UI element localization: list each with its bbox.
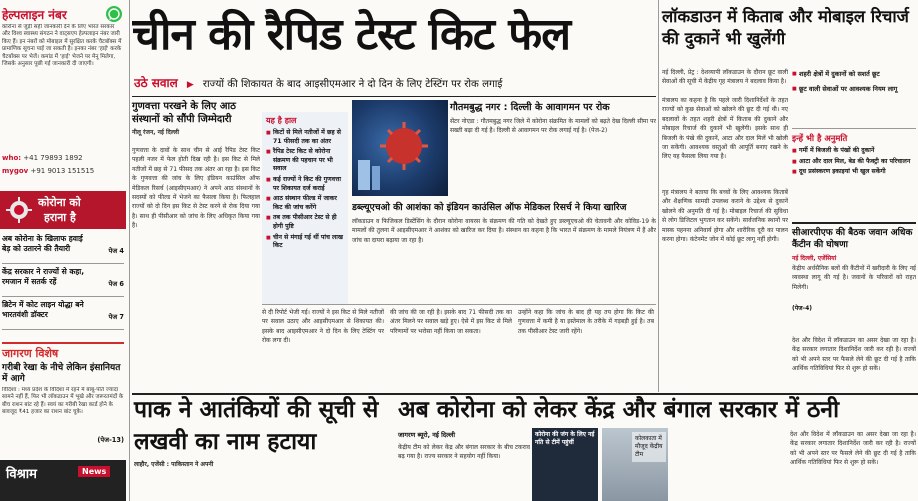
bottom-photo-box (532, 428, 598, 501)
list-item: ■ कई राज्यों ने किट की गुणवत्ता पर शिकायत दर्ज कराई (266, 176, 344, 193)
bottom-mid-text: केंद्रीय टीम को लेकर केंद्र और बंगाल सरकार के बीच टकराव बढ़ गया है। राज्य सरकार ने सहयोग नहीं किया। (398, 444, 530, 461)
mygov-label: mygov (2, 167, 29, 175)
jagran-vishesh-headline: गरीबी रेखा के नीचे लेकिन इंसानियत में आगे (2, 363, 121, 384)
right-headline: लॉकडाउन में किताब और मोबाइल रिचार्ज की दुकानें भी खुलेंगी (662, 7, 909, 48)
jagran-vishesh-page: (पेज-13) (97, 436, 124, 444)
right-dateline: नई दिल्ली, प्रेट्र : देशव्यापी लॉकडाउन के दौरान छूट वाली सेवाओं की सूची में केंद्रीय गृह मंत्रालय ने बदलाव किया है। (662, 69, 788, 86)
vishram-label: विश्राम (6, 467, 37, 482)
arrow-right-icon: ▶ (186, 80, 194, 90)
story1-headline: गुणवत्ता परखने के लिए आठ संस्थानों को सौंपी जिम्मेदारी (132, 101, 236, 125)
story1-text: गुणवत्ता के दावों के साथ चीन से आई रैपिड टेस्ट किट पहली नजर में फेल होती दिख रही है। इस किट से मिले नतीजों में छह से 71 फीसद तक अंतर आ रहा है। इस किट के गुणवत्ता की जांच के लिए इंडियन काउंसिल ऑफ मेडिकल रिसर्च (आइसीएमआर) ने अपने आठ संस्थानों के सदस्यों को फील्ड में भेजने का फैसला किया है। फिलहाल राज्यों को दो दिन इस किट से टेस्ट करने से रोक दिया गया है। साथ ही पीसीआर को जांच के लिए अधिकृत किया गया है। (132, 147, 260, 230)
bottom-right-text: देश और विदेश में लॉकडाउन का असर देखा जा रहा है। केंद्र सरकार लगातार दिशानिर्देश जारी कर रही है। राज्यों को भी अपने स्तर पर फैसले लेने की छूट दी गई है ताकि आर्थिक गतिविधियां फिर से शुरू हो सकें। (790, 431, 916, 467)
sub-label: उठे सवाल (134, 76, 178, 90)
story2 (352, 200, 656, 300)
whatsapp-icon (106, 6, 122, 22)
list-item: ■ तब तक पीसीआर टेस्ट से ही होगी पुष्टि (266, 214, 344, 231)
yah-hai-haal-title: यह है हाल (266, 116, 297, 125)
list-item: ■ रैपिड टेस्ट किट से कोरोना संक्रमण की पहचान पर भी सवाल (266, 148, 344, 174)
right-bottom-text: देश और विदेश में लॉकडाउन का असर देखा जा रहा है। केंद्र सरकार लगातार दिशानिर्देश जारी कर रही है। राज्यों को भी अपने स्तर पर फैसले लेने की छूट दी गई है ताकि आर्थिक गतिविधियां फिर से शुरू हो सकें। (792, 337, 916, 373)
virus-icon (4, 195, 34, 229)
list-item: ■ गर्मी में बिजली के पंखों की दुकानें (792, 147, 916, 156)
right-bullets (792, 70, 916, 96)
list-item: ■ शहरी क्षेत्रों में दुकानों को सशर्त छूट (792, 70, 916, 79)
also-allowed-box (792, 128, 916, 218)
list-item: ■ आठ संस्थान फील्ड में जाकर किट की जांच करेंगे (266, 195, 344, 212)
left-news-list (2, 234, 124, 330)
list-item[interactable] (2, 300, 124, 330)
corona-banner-line1: कोरोना को (38, 196, 81, 209)
divider (262, 304, 656, 305)
side-story-text: केंद्रीय अर्धसैनिक बलों की कैंटीनों में खरीदारी के लिए नई व्यवस्था लागू की गई है। जवानों के परिवारों को राहत मिलेगी। (792, 265, 916, 291)
photo-caption-text: सेंटर नोएडा : गौतमबुद्ध नगर जिले में कोरोना संक्रमित के मामलों को बढ़ते देख दिल्ली सीमा पर सख्ती बढ़ा दी गई है। दिल्ली से आवागमन पर रोक लगाई गई है। (पेज-2) (450, 118, 656, 135)
right-col1-text-cont: गृह मंत्रालय ने बताया कि बच्चों के लिए आवश्यक किताबें और शैक्षणिक सामग्री उपलब्ध कराने के उद्देश्य से दुकानें खोलने की अनुमति दी गई है। मोबाइल रिचार्ज की सुविधा से लोग डिजिटल भुगतान कर सकेंगे। सार्वजनिक स्थानों पर मास्क पहनना अनिवार्य होगा और शारीरिक दूरी का पालन करना होगा। कंटेनमेंट जोन में कोई छूट लागू नहीं होगी। (662, 189, 788, 244)
vishram-news-badge: News (78, 466, 110, 477)
mygov-number-row (2, 167, 94, 175)
sub-text: राज्यों की शिकायत के बाद आइसीएमआर ने दो दिन के लिए टेस्टिंग पर रोक लगाई (202, 79, 503, 90)
list-item-text: केंद्र सरकार ने राज्यों से कहा, रमजान में सतर्क रहें (2, 267, 85, 286)
vishram-box (0, 460, 126, 501)
also-allowed-title: इन्हें भी है अनुमति (792, 133, 848, 143)
list-item: ■ किटों से मिले नतीजों में छह से 71 फीसदी तक का अंतर (266, 129, 344, 146)
side-story-byline: नई दिल्ली, एजेंसियां (792, 255, 837, 262)
story1 (132, 100, 260, 392)
jagran-vishesh-body: विदिशा : मध्य प्रदेश के विदिशा में रहने में बाबू-पति ज्यादा सामने नहीं हैं, फिर भी लॉकडाउन में भूखे और जरूरतमंदों के बीच राशन बांट रहे हैं। स्वयं का गरीबी रेखा कार्ड होने के बावजूद ₹41 हजार का राशन बांट चुके। (2, 387, 124, 416)
list-item-page: पेज 7 (108, 313, 124, 321)
corona-banner-line2: हराना है (44, 211, 76, 224)
body-column: की जांच की जा रही है। इसके बाद 71 फीसदी तक का अंतर मिलने पर सवाल खड़े हुए। ऐसे में इस किट से मिले परिणामों पर भरोसा नहीं किया जा सकता। (390, 309, 512, 335)
list-item-page: पेज 6 (108, 280, 124, 288)
divider (132, 96, 656, 97)
lead-headline: चीन की रैपिड टेस्ट किट फेल (132, 9, 571, 60)
corona-banner (0, 191, 126, 229)
side-story-page: (पेज-4) (792, 305, 813, 312)
bottom-left-dateline: लाहौर, एजेंसी : पाकिस्तान ने अपनी (134, 461, 214, 468)
story2-headline: डब्ल्यूएचओ की आशंका को इंडियन काउंसिल ऑफ मेडिकल रिसर्च ने किया खारिज (352, 202, 627, 213)
bottom-mid-story (398, 430, 530, 500)
who-number-row (2, 154, 83, 162)
helpline-title: हेल्पलाइन नंबर (2, 8, 67, 22)
side-story-box (792, 222, 916, 332)
yah-hai-haal-box (262, 112, 348, 304)
list-item: ■ आटा और दाल मिल, बेड की फैक्ट्री का परिचालन (792, 158, 916, 167)
who-number: +41 79893 1892 (23, 154, 83, 162)
bottom-photo-2 (602, 428, 668, 501)
yah-hai-haal-list (262, 129, 348, 251)
virus-icon (352, 100, 448, 196)
jagran-vishesh-label: जागरण विशेष (2, 347, 59, 360)
body-column: से दी रिपोर्ट भेजी गई। राज्यों ने इस किट से मिले नतीजों पर सवाल उठाए और आइसीएमआर से शिकायत की। इसके बाद आइसीएमआर ने दो दिन के लिए टेस्टिंग पर रोक लगा दी। (262, 309, 384, 345)
lead-subheadline (134, 72, 652, 90)
list-item[interactable] (2, 234, 124, 264)
lab-photo (352, 100, 448, 196)
divider (658, 0, 659, 392)
bottom-right-headline: अब कोरोना को लेकर केंद्र और बंगाल सरकार में ठनी (398, 397, 840, 423)
list-item: ■ दूध प्रसंस्करण इकाइयां भी खुल सकेंगी (792, 168, 916, 177)
helpline-body: कोरोना से जुड़ी सही जानकारी देने के लिए भारत सरकार और विश्व स्वास्थ्य संगठन ने वाट्सएप हेल्पलाइन नंबर जारी किए हैं। इन नंबरों को मोबाइल में सुरक्षित करके चैटबॉक्स में प्रामाणिक सूचना पाई जा सकती है। इनका नंबर 'हाई' करके चैटबॉक्स पर भेजें। कमांड में 'हाई' भेजने पर मेनू मिलेगा, जिसके अनुसार पूछी गई जानकारी दी जाएगी। (2, 24, 122, 68)
list-item-text: अब कोरोना के खिलाफ हवाई बेड़ को उतारने की तैयारी (2, 234, 83, 253)
bottom-photo-2-caption: कोलकाता में मौजूद केंद्रीय टीम (632, 432, 666, 462)
bottom-photo-caption: कोरोना की जंग के लिए नई गति से टीमें पहुंचीं (535, 431, 595, 446)
list-item: ■ छूट वाली सेवाओं पर आवश्यक नियम लागू (792, 85, 916, 94)
photo-caption-headline: गौतमबुद्ध नगर : दिल्ली के आवागमन पर रोक (450, 102, 610, 113)
list-item-page: पेज 4 (108, 247, 124, 255)
list-item[interactable] (2, 267, 124, 297)
helpline-box (2, 4, 124, 190)
bottom-left-headline: पाक ने आतंकियों की सूची से लखवी का नाम हटाया (134, 397, 379, 455)
side-story-headline: सीआरपीएफ की बैठक जवान अधिक कैंटीन की घोषणा (792, 228, 913, 250)
divider (129, 0, 130, 501)
left-column (0, 0, 128, 501)
also-allowed-list (792, 147, 916, 177)
list-item: ■ चीन से मंगाई गई थीं पांच लाख किट (266, 234, 344, 251)
bottom-mid-byline: जागरण ब्यूरो, नई दिल्ली (398, 431, 456, 439)
who-label: who: (2, 154, 22, 162)
right-col1-text: मंत्रालय का कहना है कि पहले जारी दिशानिर्देशों के तहत राज्यों को कुछ सेवाओं को खोलने की छूट दी गई थी। नए बदलावों के तहत शहरी क्षेत्रों में किताब की दुकानें और मोबाइल रिचार्ज की दुकानें भी खुलेंगी। इसके साथ ही बिजली के पंखे की दुकानें, आटा और दाल मिलें भी खोली जा सकेंगी। आवश्यक वस्तुओं की आपूर्ति बनाए रखने के लिए यह फैसला लिया गया है। (662, 97, 788, 161)
body-column: उन्होंने कहा कि जांच के बाद ही यह तय होगा कि किट की गुणवत्ता में कमी है या इस्तेमाल के तरीके में गड़बड़ी हुई है। तब तक पीसीआर टेस्ट जारी रहेंगे। (518, 309, 654, 335)
list-item-text: ब्रिटेन में कोट लाइन योद्धा बने भारतवंशी डॉक्टर (2, 300, 84, 319)
jagran-vishesh-box (2, 342, 124, 454)
photo-caption (450, 100, 656, 192)
story1-byline: नीलू रंजन, नई दिल्ली (132, 129, 180, 136)
story2-text: लॉकडाउन व फिजिकल डिस्टेंसिंग के दौरान कोरोना वायरस के संक्रमण की गति को देखते हुए डब्ल्यूएचओ की चेतावनी और कोविड-19 के मामलों की तुलना में आइसीएमआर ने आशंका को खारिज कर दिया है। संस्थान का कहना है कि भारत में संक्रमण के मामले नियंत्रण में हैं और जांच का दायरा बढ़ाया जा रहा है। (352, 218, 656, 244)
mygov-number: +91 9013 151515 (30, 167, 95, 175)
